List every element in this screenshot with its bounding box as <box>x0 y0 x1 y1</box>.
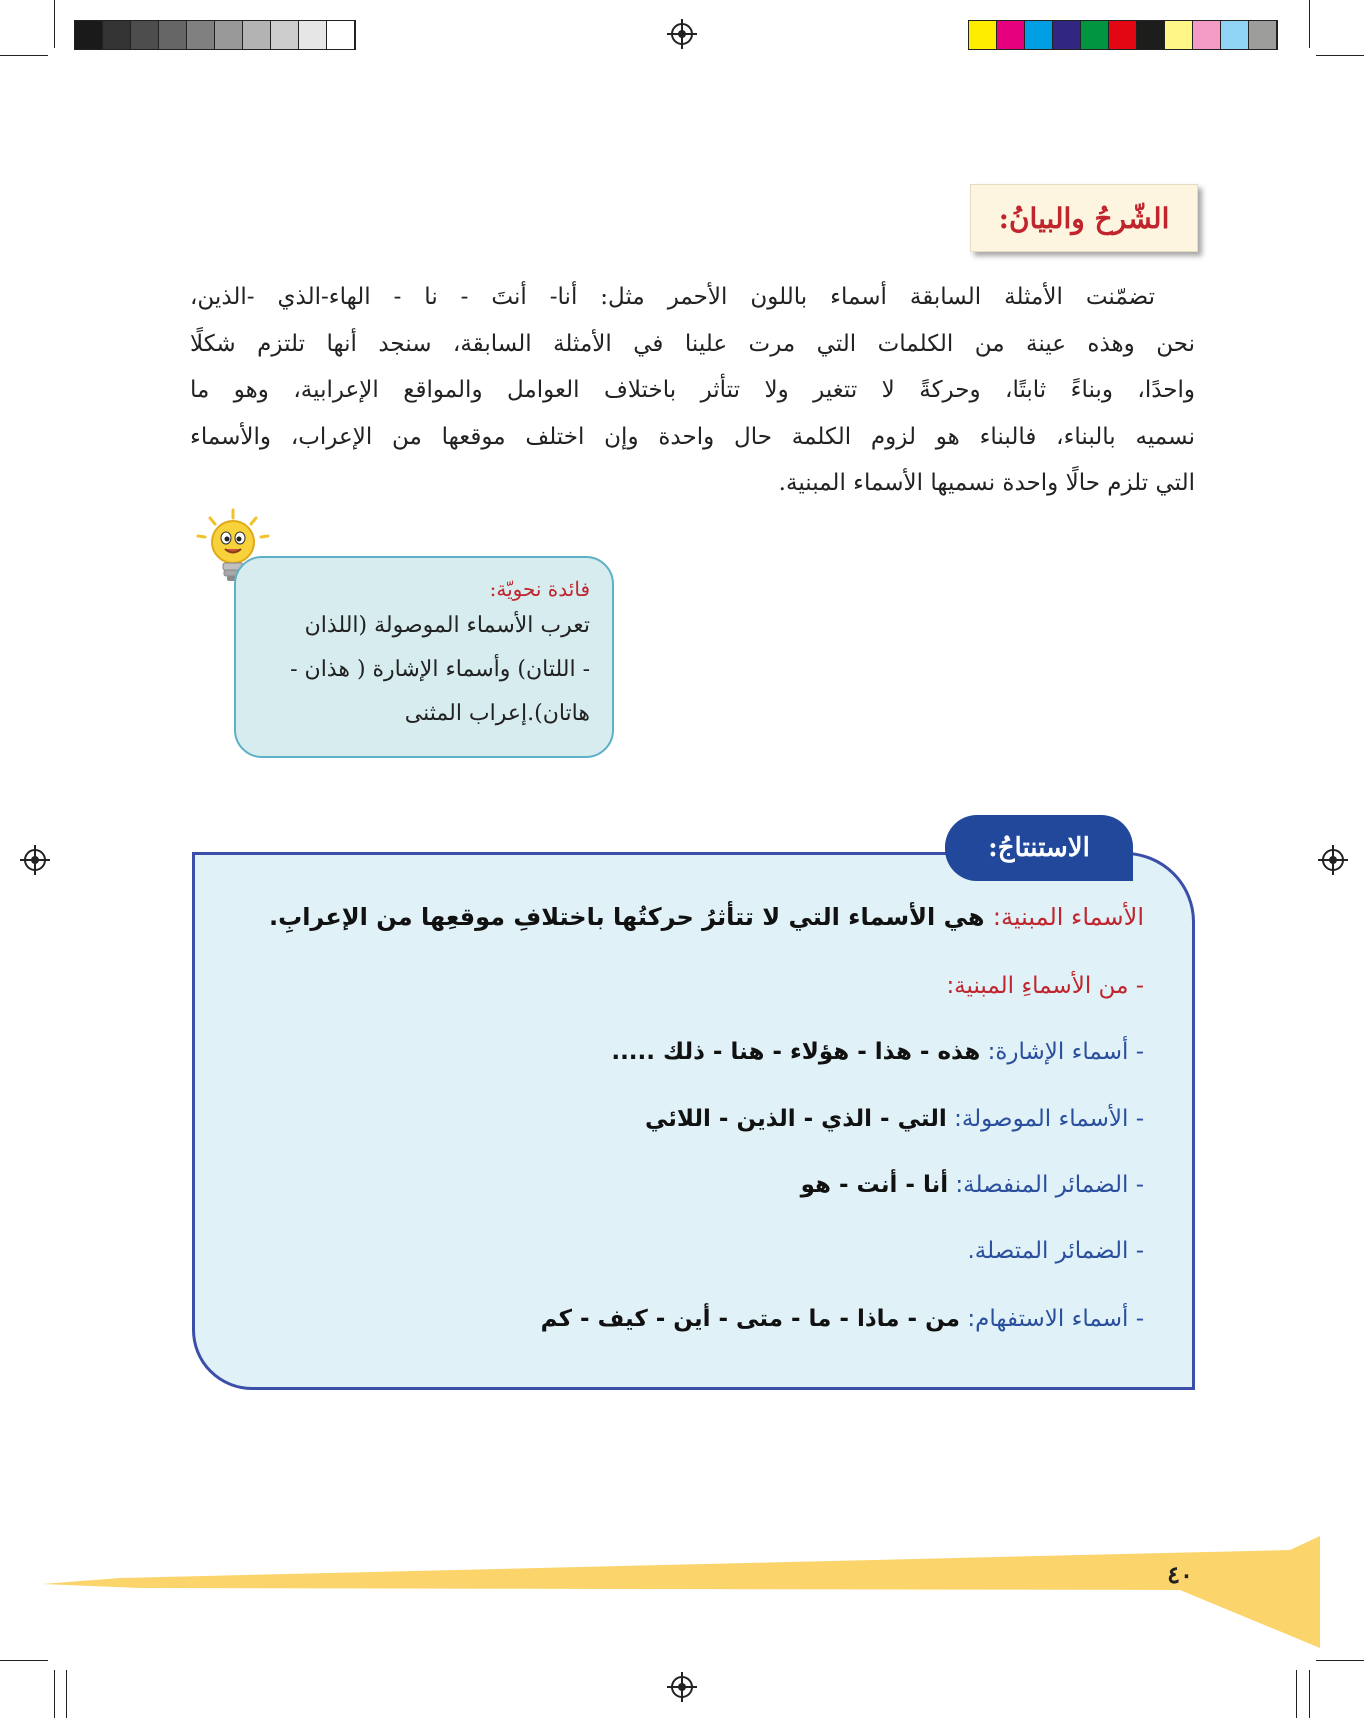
calibration-swatch <box>187 21 215 49</box>
definition-text: هي الأسماء التي لا تتأثرُ حركتُها باختلافِ موقعِها من الإعرابِ. <box>268 903 993 931</box>
crop-mark <box>1316 55 1364 56</box>
list-item <box>611 1039 1144 1065</box>
calibration-swatch <box>1137 21 1165 49</box>
calibration-swatch <box>1165 21 1193 49</box>
item-label: - الضمائر المنفصلة: <box>948 1172 1144 1198</box>
paragraph-line: واحدًا، وبناءً ثابتًا، وحركةً لا تتغير ولا تتأثر باختلاف العوامل والمواقع الإعرابية، وهو ما <box>190 377 1195 403</box>
calibration-swatch <box>131 21 159 49</box>
item-label: - أسماء الإشارة: <box>980 1039 1144 1065</box>
calibration-swatch <box>1053 21 1081 49</box>
calibration-swatch <box>997 21 1025 49</box>
paragraph-line: التي تلزم حالًا واحدة نسميها الأسماء المبنية. <box>778 470 1195 496</box>
conclusion-tab-label: الاستنتاجُ: <box>988 833 1090 863</box>
item-value: التي - الذي - الذين - اللائي <box>645 1106 947 1132</box>
calibration-swatch <box>1193 21 1221 49</box>
tip-title: فائدة نحويّة: <box>489 577 590 601</box>
crop-mark <box>66 1670 67 1718</box>
definition-label: الأسماء المبنية: <box>992 903 1144 931</box>
calibration-swatch <box>1109 21 1137 49</box>
item-label: - أسماء الاستفهام: <box>960 1306 1144 1332</box>
item-value: هذه - هذا - هؤلاء - هنا - ذلك ..... <box>611 1039 981 1065</box>
grammar-tip-box <box>234 556 614 758</box>
gray-calibration-strip <box>74 20 356 50</box>
crop-mark <box>54 0 55 48</box>
list-item <box>801 1172 1144 1198</box>
crop-mark <box>54 1670 55 1718</box>
tip-line: هاتان).إعراب المثنى <box>404 701 590 726</box>
registration-mark-icon <box>1322 849 1344 871</box>
registration-mark-icon <box>671 1676 693 1698</box>
calibration-swatch <box>1025 21 1053 49</box>
explanation-paragraph <box>190 274 1195 507</box>
calibration-swatch <box>1221 21 1249 49</box>
color-calibration-strip <box>968 20 1278 50</box>
definition-line <box>269 903 1144 931</box>
calibration-swatch <box>75 21 103 49</box>
calibration-swatch <box>1081 21 1109 49</box>
calibration-swatch <box>271 21 299 49</box>
calibration-swatch <box>299 21 327 49</box>
crop-mark <box>1296 1670 1297 1718</box>
calibration-swatch <box>215 21 243 49</box>
calibration-swatch <box>1249 21 1277 49</box>
footer-ribbon <box>0 1530 1364 1670</box>
item-label: - الضمائر المتصلة. <box>967 1238 1144 1264</box>
subheading: - من الأسماءِ المبنية: <box>946 973 1144 999</box>
page-number: ٤٠ <box>1167 1560 1193 1589</box>
calibration-swatch <box>159 21 187 49</box>
crop-mark <box>1309 0 1310 48</box>
tip-line: تعرب الأسماء الموصولة (اللذان <box>304 613 590 638</box>
item-label: - الأسماء الموصولة: <box>946 1106 1144 1132</box>
paragraph-line: نسميه بالبناء، فالبناء هو لزوم الكلمة حال واحدة وإن اختلف موقعها من الإعراب، والأسماء <box>190 423 1195 450</box>
subheading-line <box>946 973 1144 999</box>
crop-mark <box>0 55 48 56</box>
list-item <box>968 1238 1145 1264</box>
tip-line: - اللتان) وأسماء الإشارة ( هذان - <box>290 657 590 682</box>
item-value: أنا - أنت - هو <box>800 1172 949 1198</box>
list-item <box>645 1106 1144 1132</box>
paragraph-line: نحن وهذه عينة من الكلمات التي مرت علينا في الأمثلة السابقة، سنجد أنها تلتزم شكلًا <box>190 330 1195 357</box>
calibration-swatch <box>327 21 355 49</box>
calibration-swatch <box>243 21 271 49</box>
conclusion-tab <box>945 815 1133 881</box>
registration-mark-icon <box>671 23 693 45</box>
calibration-swatch <box>103 21 131 49</box>
section-heading-box <box>970 184 1198 252</box>
calibration-swatch <box>969 21 997 49</box>
crop-mark <box>1309 1670 1310 1718</box>
section-heading: الشّرحُ والبيانُ: <box>998 201 1170 235</box>
registration-mark-icon <box>24 849 46 871</box>
list-item <box>541 1306 1144 1332</box>
paragraph-line: تضمّنت الأمثلة السابقة أسماء باللون الأحمر مثل: أنا- أنتَ - نا - الهاء-الذي -الذين، <box>190 284 1155 310</box>
item-value: من - ماذا - ما - متى - أين - كيف - كم <box>540 1306 961 1332</box>
